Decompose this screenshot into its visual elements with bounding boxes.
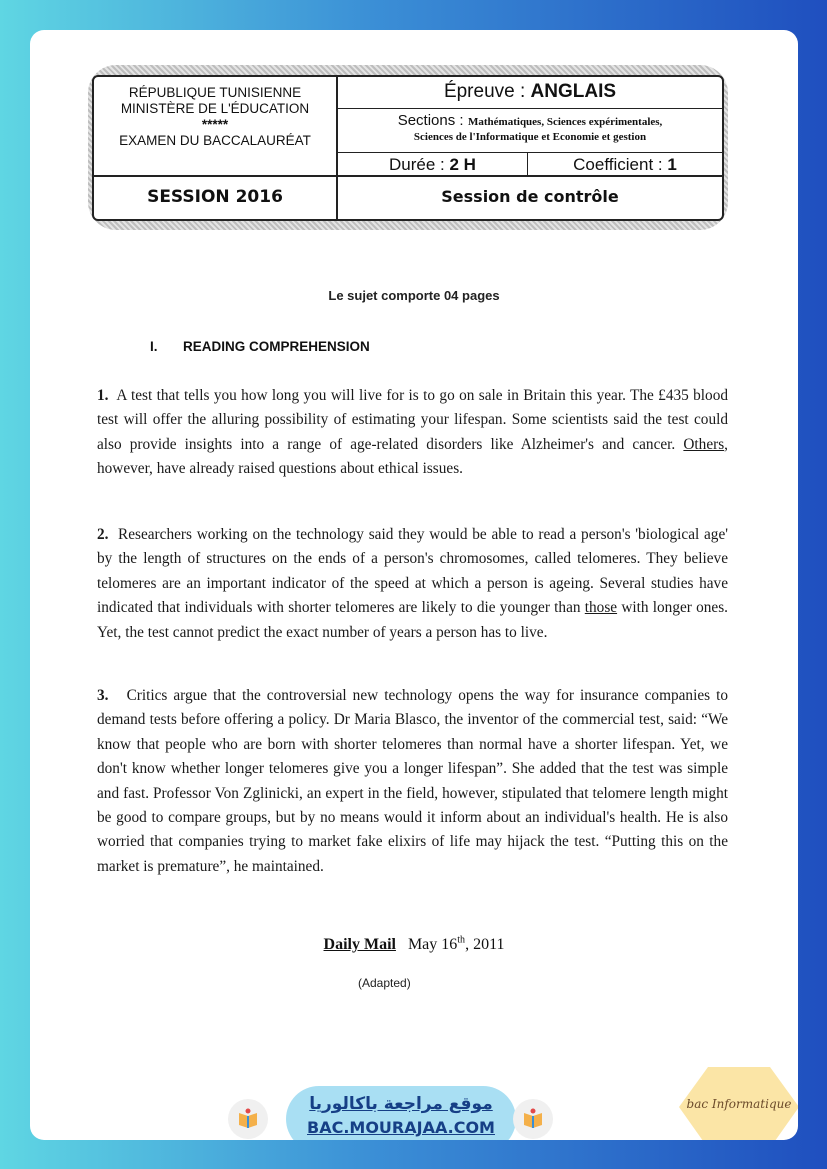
paragraph-3 — [97, 684, 728, 879]
coefficient-value: 1 — [667, 155, 677, 174]
section-heading — [150, 339, 370, 354]
paragraph-number: 2. — [97, 526, 109, 543]
sections-value-2: Sciences de l'Informatique et Economie et gestion — [413, 131, 647, 143]
paragraph-2 — [97, 523, 728, 645]
underlined-word: Others — [683, 435, 725, 453]
book-icon — [236, 1107, 260, 1131]
paragraph-number: 1. — [97, 387, 109, 404]
duree-label: Durée : — [389, 155, 445, 174]
article-source — [30, 935, 798, 954]
epreuve-cell — [338, 77, 722, 109]
header-institution-cell — [94, 77, 338, 177]
paragraph-text: A test that tells you how long you will live for is to go on sale in Britain this year. The £435 blood test will offer the alluring possibility of estimating your lifespan. Some scientists said the test could also provide insights into a range of age-related disorders like Alzheimer's and cancer. — [97, 387, 728, 453]
site-logo-left — [228, 1099, 268, 1139]
badge-text: bac Informatique — [686, 1097, 792, 1111]
site-name-arabic[interactable]: موقع مراجعة باكالوريا — [309, 1094, 493, 1114]
source-date — [408, 936, 505, 953]
paragraph-text: Researchers working on the technology said they would be able to read a person's 'biological age' by the length of structures on the ends of a person's chromosomes, called telomeres. They believe telomeres are an important indicator of the speed at which a person is ageing. Several studies have indicated that individuals with shorter telomeres are likely to die younger than — [97, 526, 728, 617]
source-date-year: , 2011 — [465, 936, 505, 954]
epreuve-label: Épreuve : — [443, 81, 526, 102]
exam-name: EXAMEN DU BACCALAURÉAT — [119, 133, 311, 148]
stars-separator: ***** — [201, 117, 229, 132]
book-icon — [521, 1107, 545, 1131]
source-date-suffix: th — [457, 935, 466, 946]
exam-page — [30, 30, 798, 1140]
exam-header-table — [92, 75, 724, 221]
sections-cell — [338, 109, 722, 153]
coefficient-cell — [528, 153, 722, 177]
site-url[interactable]: BAC.MOURAJAA.COM — [307, 1118, 495, 1137]
session-year: SESSION 2016 — [94, 177, 338, 219]
epreuve-value: ANGLAIS — [530, 81, 617, 102]
paragraph-number: 3. — [97, 687, 109, 704]
site-logo-right — [513, 1099, 553, 1139]
section-title: READING COMPREHENSION — [183, 339, 370, 354]
underlined-word: those — [584, 599, 618, 617]
adapted-note: (Adapted) — [358, 976, 411, 990]
site-banner[interactable] — [286, 1086, 516, 1140]
source-date-day: May 16 — [407, 936, 458, 954]
country-name: RÉPUBLIQUE TUNISIENNE — [128, 85, 302, 100]
session-type: Session de contrôle — [441, 187, 619, 206]
paragraph-text: , however, have already raised questions about ethical issues. — [97, 435, 728, 478]
duree-value: 2 H — [449, 155, 476, 174]
section-number: I. — [150, 339, 158, 354]
sections-value-1: Mathématiques, Sciences expérimentales, — [468, 116, 663, 128]
page-count-note: Le sujet comporte 04 pages — [328, 288, 500, 303]
duree-cell — [338, 153, 528, 177]
bac-informatique-badge — [678, 1065, 798, 1140]
paragraph-text: Critics argue that the controversial new technology opens the way for insurance companies to demand tests before offering a policy. Dr Maria Blasco, the inventor of the commercial test, said: “We know that people who are born with shorter telomeres than normal have a shorter lifespan. Yet, we don't know whether longer telomeres give you a longer lifespan”. She added that the test was simple and fast. Professor Von Zglinicki, an expert in the field, however, stipulated that telomere length might be good to compare groups, but by no means would it inform about an individual's health. He is also worried that companies trying to market fake elixirs of life may hijack the test. “Putting this on the market is premature”, he maintained. — [97, 687, 728, 875]
ministry-name: MINISTÈRE DE L'ÉDUCATION — [120, 101, 310, 116]
sections-label: Sections : — [397, 112, 464, 129]
paragraph-1 — [97, 384, 728, 482]
paragraph-text: with longer ones. Yet, the test cannot predict the exact number of years a person has to live. — [97, 599, 728, 641]
coefficient-label: Coefficient : — [573, 155, 663, 174]
source-paper: Daily Mail — [323, 936, 396, 954]
